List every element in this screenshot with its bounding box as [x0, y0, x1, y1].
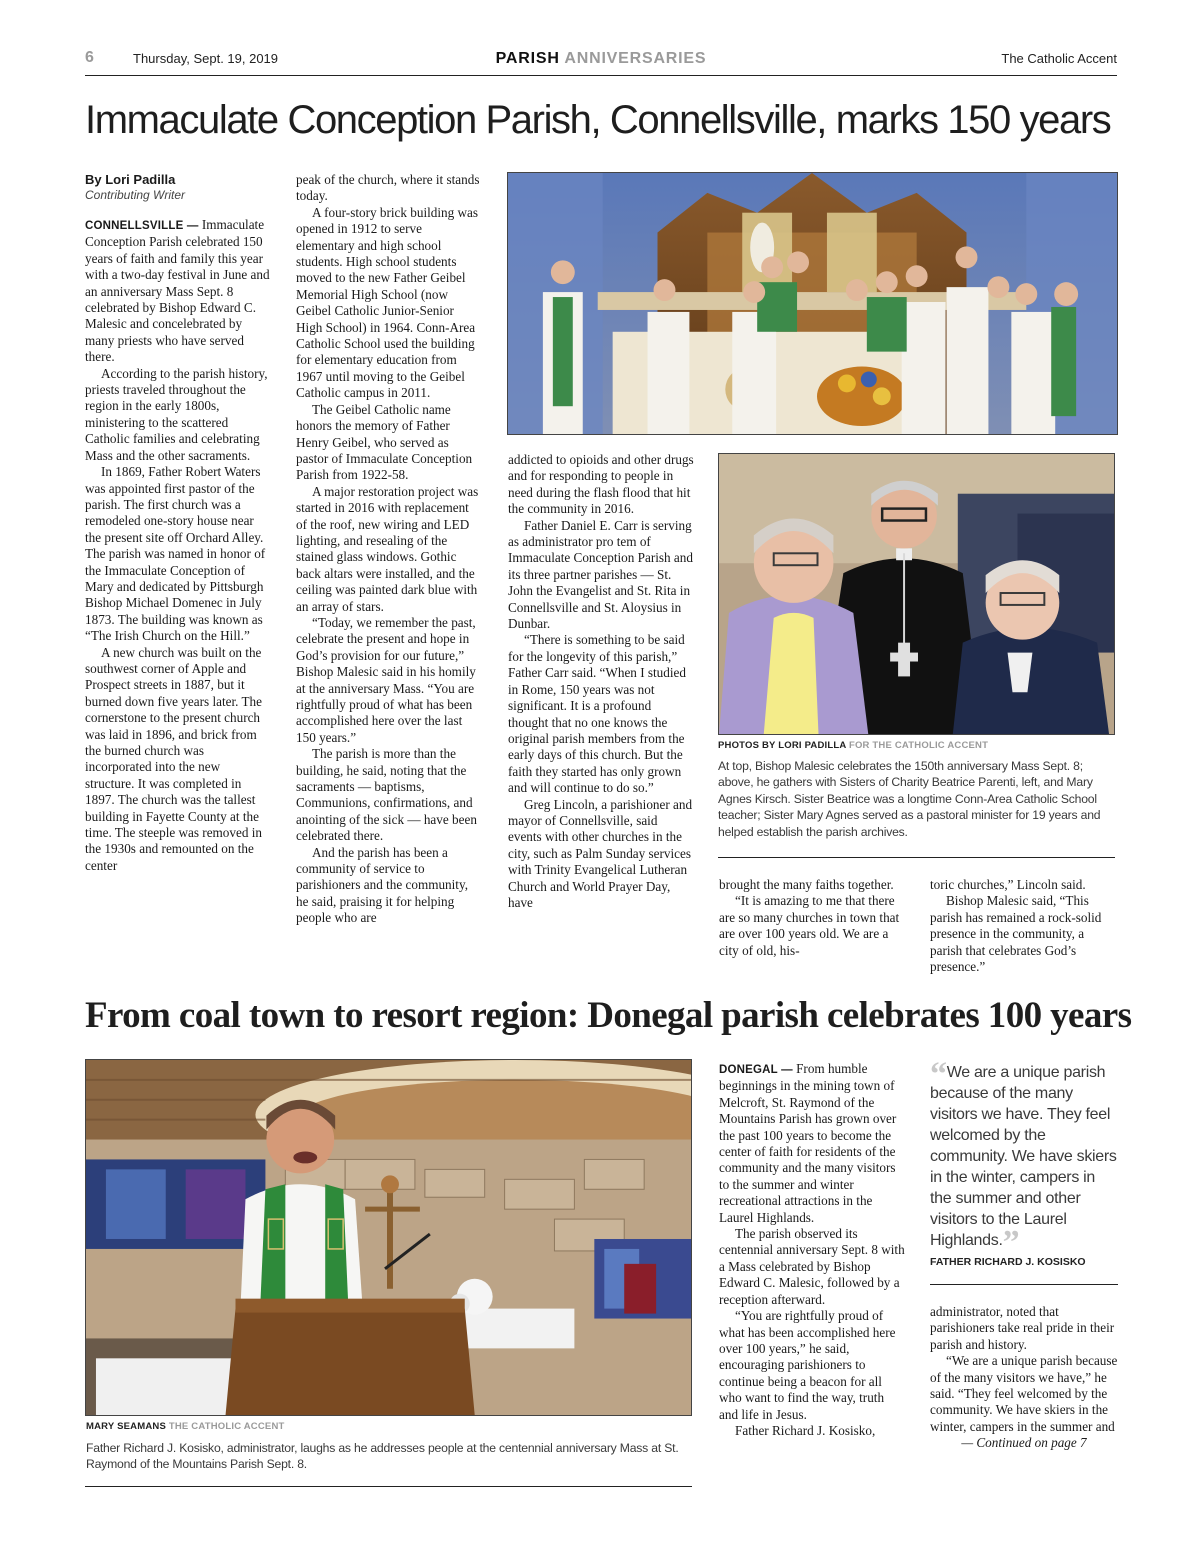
story1-photo-credit	[718, 740, 988, 751]
section-name	[85, 50, 1117, 68]
story1-paragraph: The parish is more than the building, he said, noting that the sacraments — baptisms, Communions, confirmations, and anointing of the sick — have been celebrated there.	[296, 746, 477, 844]
story1-column-5	[930, 877, 1116, 977]
story2-paragraph: administrator, noted that parishioners take real pride in their parish and history.	[930, 1304, 1115, 1352]
open-quote-icon: “	[930, 1056, 947, 1093]
continued-jump-line[interactable]: — Continued on page 7	[961, 1435, 1087, 1451]
story2-paragraph: Father Richard J. Kosisko,	[735, 1422, 876, 1438]
story1-paragraph: A four-story brick building was opened in 1912 to serve elementary and high school students. High school students moved to the new Father Geibel Memorial High School (now Geibel Catholic Junior-Senior High School) in 1964. Conn-Area Catholic School used the building for elementary education from 1967 until moving to the Geibel Catholic campus in 2011.	[296, 204, 479, 401]
page-header	[85, 48, 1117, 76]
story2-column-2	[930, 1304, 1118, 1494]
story2-photo-credit-org: THE CATHOLIC ACCENT	[168, 1421, 285, 1432]
story1-paragraph: A major restoration project was started in 2016 with replacement of the roof, new wiring and LED lighting, and resealing of the stained glass windows. Gothic back altars were installed, and the ceiling was painted dark blue with an array of stars.	[296, 483, 479, 614]
story2-dateline: DONEGAL —	[719, 1064, 793, 1076]
issue-date: Thursday, Sept. 19, 2019	[133, 51, 279, 66]
story1-paragraph: “There is something to be said for the longevity of this parish,” Father Carr said. “When I studied in Rome, 150 years was not significant. It is a profound thought that no one knows the original parish members from the early days of this church. But the faith they started has only grown and will continue to do so.”	[508, 632, 686, 796]
story2-paragraph: The parish observed its centennial anniversary Sept. 8 with a Mass celebrated by Bishop Edward C. Malesic, followed by a reception afterward.	[719, 1226, 905, 1307]
caption-divider	[718, 857, 1115, 858]
story1-paragraph: Greg Lincoln, a parishioner and mayor of Connellsville, said events with other churches in the city, such as Palm Sunday services with Trinity Evangelical Lutheran Church and World Prayer Day, have	[508, 796, 693, 910]
pull-quote-text: We are a unique parish because of the many visitors we have. They feel welcomed by the community. We have skiers in the winter, campers in the summer and other visitors to the Laurel Highlands.	[930, 1064, 1117, 1249]
story1-photo-caption: At top, Bishop Malesic celebrates the 150th anniversary Mass Sept. 8; above, he gathers with Sisters of Charity Beatrice Parenti, left, and Mary Agnes Kirsch. Sister Beatrice was a longtime Conn-Area Catholic School teacher; Sister Mary Agnes served as a pastoral minister for 19 years and helped establish the parish archives.	[718, 759, 1101, 839]
pull-quote	[930, 1056, 1118, 1261]
story2-paragraph	[719, 1061, 905, 1226]
story1-paragraph: “Today, we remember the past, celebrate the present and hope in God’s provision for our future,” Bishop Malesic said in his homily at the anniversary Mass. “You are rightfully proud of what has been accomplished here over the last 150 years.”	[296, 614, 476, 745]
pull-quote-attribution: FATHER RICHARD J. KOSISKO	[930, 1256, 1086, 1268]
story1-paragraph: brought the many faiths together.	[719, 877, 894, 892]
page-number: 6	[85, 49, 94, 66]
close-quote-icon: ”	[1002, 1224, 1020, 1261]
story1-paragraph: “It is amazing to me that there are so many churches in town that are over 100 years old. We are a city of old, his-	[719, 893, 900, 958]
story2-paragraph: “We are a unique parish because of the many visitors we have,” he said. “They feel welcomed by the community. We have skiers in the winter, campers in the summer and	[930, 1353, 1118, 1434]
section-name-bold: PARISH	[495, 50, 560, 67]
story1-paragraph: addicted to opioids and other drugs and for responding to people in need during the flash flood that hit the community in 2016.	[508, 452, 694, 517]
caption-divider-2	[85, 1486, 692, 1487]
story1-paragraph: toric churches,” Lincoln said.	[930, 877, 1086, 892]
story1-column-4	[719, 877, 905, 977]
story1-byline-role: Contributing Writer	[85, 188, 186, 202]
story1-paragraph: Bishop Malesic said, “This parish has remained a rock-solid presence in the community, a parish that celebrates God’s presence.”	[930, 893, 1102, 975]
mass-altar-photo	[507, 172, 1118, 435]
story1-column-2	[296, 172, 482, 977]
story2-column-1	[719, 1061, 905, 1491]
story2-photo-caption: Father Richard J. Kosisko, administrator, laughs as he addresses people at the centennial anniversary Mass at St. Raymond of the Mountains Parish Sept. 8.	[86, 1441, 679, 1472]
story1-paragraph: Father Daniel E. Carr is serving as administrator pro tem of Immaculate Conception Parish and its three partner parishes — St. John the Evangelist and St. Rita in Connellsville and St. Aloysius in Dunbar.	[508, 517, 693, 632]
story1-dateline: CONNELLSVILLE —	[85, 220, 199, 232]
story2-photo-credit	[86, 1421, 285, 1432]
kosisko-pulpit-photo	[85, 1059, 692, 1416]
story1-paragraph	[85, 217, 271, 366]
story2-paragraph: “You are rightfully proud of what has been accomplished here over 100 years,” he said, encouraging parishioners to continue being a beacon for all who want to find the way, truth and life in Jesus.	[719, 1308, 896, 1422]
story1-paragraph: peak of the church, where it stands today.	[296, 172, 480, 204]
publication-name: The Catholic Accent	[1001, 51, 1117, 66]
story2-headline: From coal town to resort region: Donegal parish celebrates 100 years	[85, 995, 1132, 1036]
story1-lead-text: Immaculate Conception Parish celebrated 150 years of faith and family this year with a two-day festival in June and an anniversary Mass Sept. 8 celebrated by Bishop Edward C. Malesic and concelebrated by many priests who have served there.	[85, 217, 270, 365]
story1-paragraph: A new church was built on the southwest corner of Apple and Prospect streets in 1887, but it burned down five years later. The cornerstone to the present church was laid in 1896, and brick from the burned church was incorporated into the new structure. It was completed in 1897. The church was the tallest building in Fayette County at the time. The steeple was removed in the 1930s and remounted on the center	[85, 644, 263, 873]
story1-paragraph: In 1869, Father Robert Waters was appointed first pastor of the parish. The first church was a remodeled one-story house near the present site off Orchard Alley. The parish was named in honor of the Immaculate Conception of Mary and dedicated by Pittsburgh Bishop Michael Domenec in July 1873. The building was known as “The Irish Church on the Hill.”	[85, 464, 266, 644]
story2-lead-text: From humble beginnings in the mining town of Melcroft, St. Raymond of the Mountains Parish has grown over the past 100 years to become the center of faith for residents of the community and the many visitors to the summer and winter recreational attractions in the Laurel Highlands.	[719, 1061, 897, 1225]
story1-paragraph: According to the parish history, priests traveled throughout the region in the early 1800s, ministering to the scattered Catholic families and celebrating Mass and the other sacraments.	[85, 365, 268, 463]
bishop-with-sisters-photo	[718, 453, 1115, 735]
story1-photo-credit-name: PHOTOS BY LORI PADILLA	[718, 740, 847, 751]
story1-photo-credit-org: FOR THE CATHOLIC ACCENT	[848, 740, 989, 751]
story1-headline: Immaculate Conception Parish, Connellsville, marks 150 years	[85, 98, 1111, 142]
story1-paragraph: And the parish has been a community of service to parishioners and the community, he said, praising it for helping people who are	[296, 844, 469, 926]
story1-byline: By Lori Padilla	[85, 172, 176, 187]
story1-paragraph: The Geibel Catholic name honors the memory of Father Henry Geibel, who served as pastor of Immaculate Conception Parish from 1922-58.	[296, 401, 473, 483]
pull-quote-divider	[930, 1284, 1118, 1285]
story1-column-1	[85, 172, 271, 977]
story1-column-3	[508, 452, 694, 977]
section-name-light: ANNIVERSARIES	[564, 50, 707, 67]
story2-photo-credit-name: MARY SEAMANS	[86, 1421, 166, 1432]
